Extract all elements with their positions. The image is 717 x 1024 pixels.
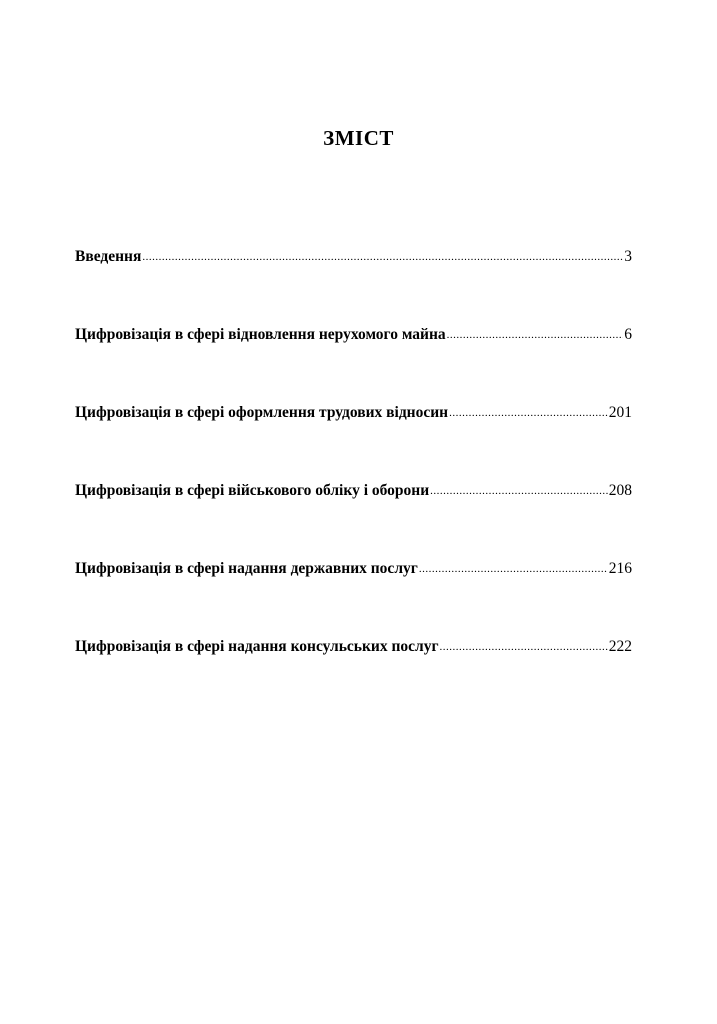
toc-entry-label: Введення — [75, 248, 142, 265]
toc-entry-page-number: 216 — [608, 560, 632, 577]
toc-entry-page-number: 6 — [624, 326, 632, 343]
toc-dot-leader — [447, 324, 624, 346]
toc-dot-leader — [440, 636, 608, 658]
toc-entry-label: Цифровізація в сфері відновлення нерухомого майна — [75, 326, 446, 343]
toc-dot-leader — [430, 480, 608, 502]
toc-entry-page-number: 3 — [624, 248, 632, 265]
toc-entry-page-number: 208 — [608, 482, 632, 499]
toc-entry-label: Цифровізація в сфері військового обліку і оборони — [75, 482, 430, 499]
toc-entry-page-number: 201 — [608, 404, 632, 421]
toc-dot-leader — [419, 558, 608, 580]
toc-entry-real-estate[interactable] — [75, 324, 632, 346]
toc-dot-leader — [142, 246, 623, 268]
toc-dot-leader — [449, 402, 608, 424]
toc-entry-label: Цифровізація в сфері надання консульських послуг — [75, 638, 439, 655]
toc-entry-page-number: 222 — [608, 638, 632, 655]
page-title: ЗМІСТ — [323, 126, 394, 150]
toc-entry-labor-relations[interactable] — [75, 402, 632, 424]
toc-entry-label: Цифровізація в сфері надання державних послуг — [75, 560, 418, 577]
toc-entry-introduction[interactable] — [75, 246, 632, 268]
toc-entry-public-services[interactable] — [75, 558, 632, 580]
toc-entry-consular-services[interactable] — [75, 636, 632, 658]
table-of-contents — [75, 246, 632, 714]
toc-entry-label: Цифровізація в сфері оформлення трудових відносин — [75, 404, 449, 421]
toc-entry-military-registration[interactable] — [75, 480, 632, 502]
